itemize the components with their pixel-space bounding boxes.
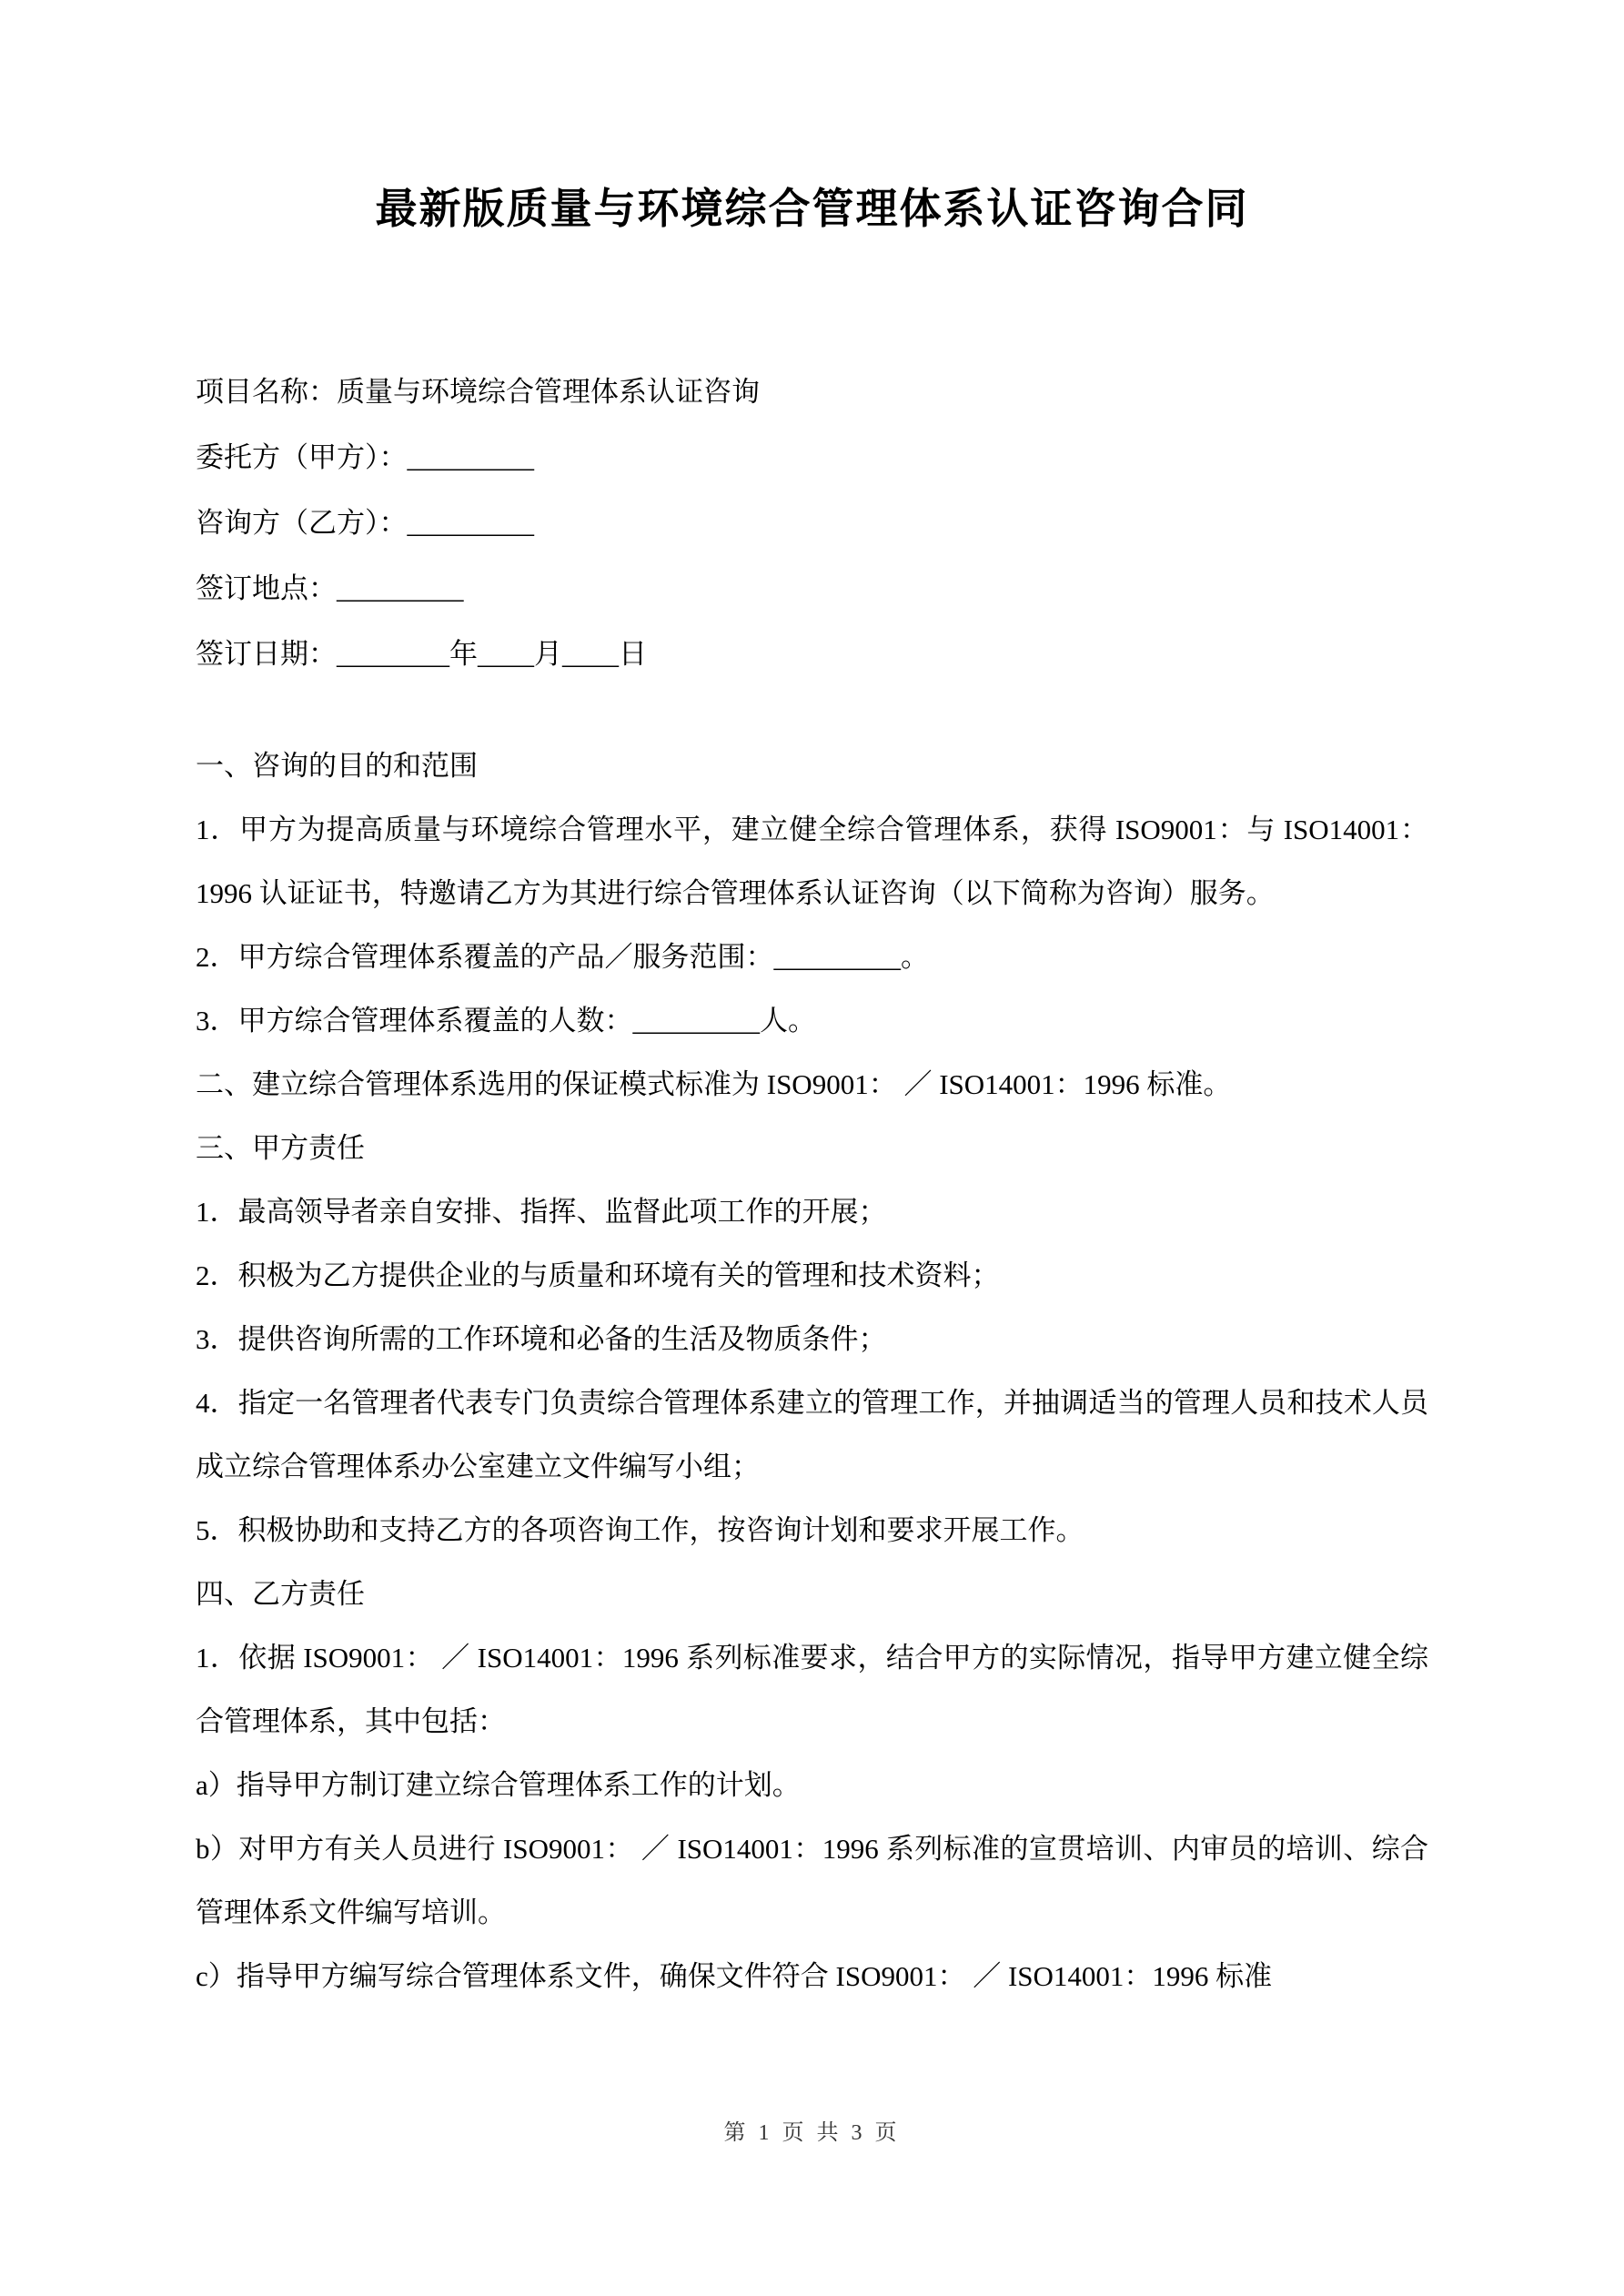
clause-1-2: 2．甲方综合管理体系覆盖的产品／服务范围：_________。: [196, 940, 929, 973]
clause-4-1-a: a）指导甲方制订建立综合管理体系工作的计划。: [196, 1768, 801, 1801]
meta-party-b: 咨询方（乙方）：_________: [196, 506, 534, 539]
clause-4-1-c: c）指导甲方编写综合管理体系文件，确保文件符合 ISO9001： ／ ISO14001：1996 标准: [196, 1959, 1273, 1992]
section-2-heading: 二、建立综合管理体系选用的保证模式标准为 ISO9001： ／ ISO14001：1996 标准。: [196, 1067, 1232, 1100]
clause-1-1: 1．甲方为提高质量与环境综合管理水平，建立健全综合管理体系，获得 ISO9001：与 ISO14001：1996 认证证书，特邀请乙方为其进行综合管理体系认证咨询（以下简称为咨询）服务。: [196, 813, 1428, 909]
clause-3-4: 4．指定一名管理者代表专门负责综合管理体系建立的管理工作，并抽调适当的管理人员和技术人员成立综合管理体系办公室建立文件编写小组；: [196, 1386, 1428, 1482]
clause-3-3: 3．提供咨询所需的工作环境和必备的生活及物质条件；: [196, 1322, 887, 1355]
section-1-heading: 一、咨询的目的和范围: [196, 749, 478, 782]
section-3-heading: 三、甲方责任: [196, 1131, 365, 1164]
meta-signing-place: 签订地点：_________: [196, 571, 464, 604]
clause-4-1-b: b）对甲方有关人员进行 ISO9001： ／ ISO14001：1996 系列标准的宣贯培训、内审员的培训、综合管理体系文件编写培训。: [196, 1832, 1428, 1928]
clause-1-3: 3．甲方综合管理体系覆盖的人数：_________人。: [196, 1004, 816, 1037]
meta-project-name: 项目名称：质量与环境综合管理体系认证咨询: [196, 375, 760, 408]
clause-3-2: 2．积极为乙方提供企业的与质量和环境有关的管理和技术资料；: [196, 1259, 1000, 1291]
document-title: 最新版质量与环境综合管理体系认证咨询合同: [375, 186, 1249, 232]
clause-3-1: 1．最高领导者亲自安排、指挥、监督此项工作的开展；: [196, 1195, 887, 1228]
meta-signing-date: 签订日期：________年____月____日: [196, 637, 647, 670]
clause-4-1: 1．依据 ISO9001： ／ ISO14001：1996 系列标准要求，结合甲方的实际情况，指导甲方建立健全综合管理体系，其中包括：: [196, 1641, 1428, 1737]
meta-party-a: 委托方（甲方）：_________: [196, 440, 534, 473]
meta-section: [196, 359, 1428, 687]
page-footer: 第 1 页 共 3 页: [723, 2121, 901, 2145]
section-4-heading: 四、乙方责任: [196, 1577, 365, 1610]
clause-3-5: 5．积极协助和支持乙方的各项咨询工作，按咨询计划和要求开展工作。: [196, 1513, 1084, 1546]
contract-body: [196, 734, 1428, 2008]
